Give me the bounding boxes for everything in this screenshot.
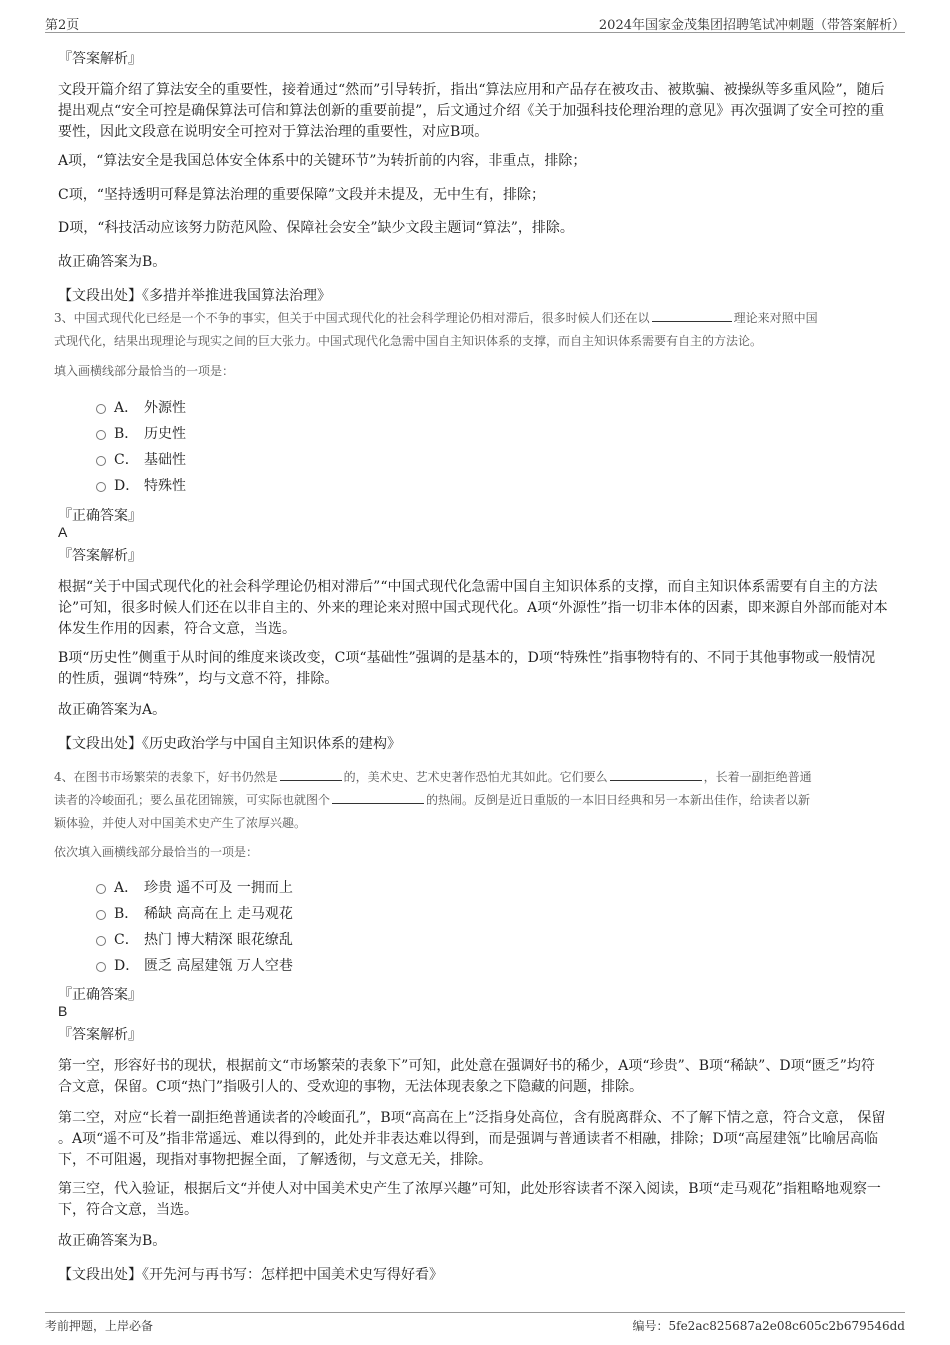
q3-prompt: 填入画横线部分最恰当的一项是： [54, 364, 235, 378]
radio-button[interactable] [96, 430, 106, 440]
radio-button[interactable] [96, 910, 106, 920]
footer-slogan: 考前押题，上岸必备 [45, 1319, 154, 1333]
q3-analysis-paragraph-1: 根据“关于中国式现代化的社会科学理论仍相对滞后”“中国式现代化急需中国自主知识体系的支撑，而自主知识体系需要有自主的方法论”可知，很多时候人们还在以非自主的、外来的理论来对照中国式现代化。A项“外源性”指一切非本体的因素，即来源自外部而能对本体发生作用的因素，符合文意，当选。 [58, 579, 888, 637]
q2-analysis-paragraph-4: D项，“科技活动应该努力防范风险、保障社会安全”缺少文段主题词“算法”，排除。 [58, 220, 574, 236]
q4-blank-2 [610, 768, 702, 781]
q2-analysis-paragraph-1: 文段开篇介绍了算法安全的重要性，接着通过“然而”引导转折，指出“算法应用和产品存在被攻击、被欺骗、被操纵等多重风险”，随后提出观点“安全可控是确保算法可信和算法创新的重要前提”，后文通过介绍《关于加强科技伦理治理的意见》再次强调了安全可控的重要性，因此文段意在说明安全可控对于算法治理的重要性，对应B项。 [58, 82, 885, 140]
radio-button[interactable] [96, 884, 106, 894]
radio-button[interactable] [96, 482, 106, 492]
document-title: 2024年国家金茂集团招聘笔试冲刺题（带答案解析） [598, 18, 905, 33]
q4-blank-3 [332, 791, 424, 804]
q3-blank [652, 309, 732, 322]
q3-source: 【文段出处】《历史政治学与中国自主知识体系的建构》 [58, 736, 401, 752]
q4-source: 【文段出处】《开先河与再书写：怎样把中国美术史写得好看》 [58, 1267, 443, 1283]
q3-correct-answer: A [58, 524, 68, 540]
q4-analysis-paragraph-1: 第一空，形容好书的现状，根据前文“市场繁荣的表象下”可知，此处意在强调好书的稀少，A项“珍贵”、B项“稀缺”、D项“匮乏”均符合文意，保留。C项“热门”指吸引人的、受欢迎的事物，无法体现表象之下隐藏的问题，排除。 [58, 1058, 875, 1095]
page-footer [45, 1312, 905, 1335]
q3-analysis-label: 『答案解析』 [58, 548, 142, 564]
q4-analysis-paragraph-3: 第三空，代入验证，根据后文“并使人对中国美术史产生了浓厚兴趣”可知，此处形容读者不深入阅读，B项“走马观花”指粗略地观察一下，符合文意，当选。 [58, 1181, 881, 1218]
q2-analysis-label: 『答案解析』 [58, 51, 142, 67]
q2-analysis-paragraph-2: A项，“算法安全是我国总体安全体系中的关键环节”为转折前的内容，非重点，排除； [58, 153, 587, 169]
q4-analysis-label: 『答案解析』 [58, 1027, 142, 1043]
q3-correct-label: 『正确答案』 [58, 508, 142, 524]
radio-button[interactable] [96, 936, 106, 946]
q3-conclusion: 故正确答案为A。 [58, 702, 167, 718]
page-number: 第2页 [45, 18, 80, 33]
q4-conclusion: 故正确答案为B。 [58, 1233, 167, 1249]
q2-source: 【文段出处】《多措并举推进我国算法治理》 [58, 288, 331, 304]
radio-button[interactable] [96, 962, 106, 972]
q3-analysis-paragraph-2: B项“历史性”侧重于从时间的维度来谈改变，C项“基础性”强调的是基本的，D项“特殊性”指事物特有的、不同于其他事物或一般情况的性质，强调“特殊”，均与文意不符，排除。 [58, 650, 876, 687]
page-header [45, 12, 905, 33]
q4-stem: 4、在图书市场繁荣的表象下，好书仍然是 的，美术史、艺术史著作恐怕尤其如此。它们要么 ，长着一副拒绝普通 读者的冷峻面孔；要么虽花团锦簇，可实际也就图个 的热闹。反倒是近日重版的一本旧日经典和另一本新出佳作，给读者以新 颖体验，并使人对中国美术史产生了浓厚兴趣。 [54, 770, 812, 830]
radio-button[interactable] [96, 404, 106, 414]
q4-blank-1 [280, 768, 342, 781]
q4-analysis-paragraph-2: 第二空，对应“长着一副拒绝普通读者的冷峻面孔”，B项“高高在上”泛指身处高位，含有脱离群众、不了解下情之意，符合文意， 保留 。A项“遥不可及”指非常遥远、难以得到的，此处并非表达难以得到，而是强调与普通读者不相融，排除；D项“高屋建瓴”比喻居高临下，不可阻遏，现指对事物把握全面，了解透彻，与文意无关，排除。 [58, 1110, 886, 1168]
q2-conclusion: 故正确答案为B。 [58, 254, 167, 270]
q3-stem: 3、中国式现代化已经是一个不争的事实，但关于中国式现代化的社会科学理论仍相对滞后，很多时候人们还在以 理论来对照中国 式现代化，结果出现理论与现实之间的巨大张力。中国式现代化急需中国自主知识体系的支撑，而自主知识体系需要有自主的方法论。 [54, 311, 818, 348]
q4-correct-label: 『正确答案』 [58, 987, 142, 1003]
radio-button[interactable] [96, 456, 106, 466]
q4-prompt: 依次填入画横线部分最恰当的一项是： [54, 845, 259, 859]
document-id: 编号：5fe2ac825687a2e08c605c2b679546dd [632, 1319, 905, 1333]
q2-analysis-paragraph-3: C项，“坚持透明可释是算法治理的重要保障”文段并未提及，无中生有，排除； [58, 187, 546, 203]
q4-correct-answer: B [58, 1003, 68, 1019]
